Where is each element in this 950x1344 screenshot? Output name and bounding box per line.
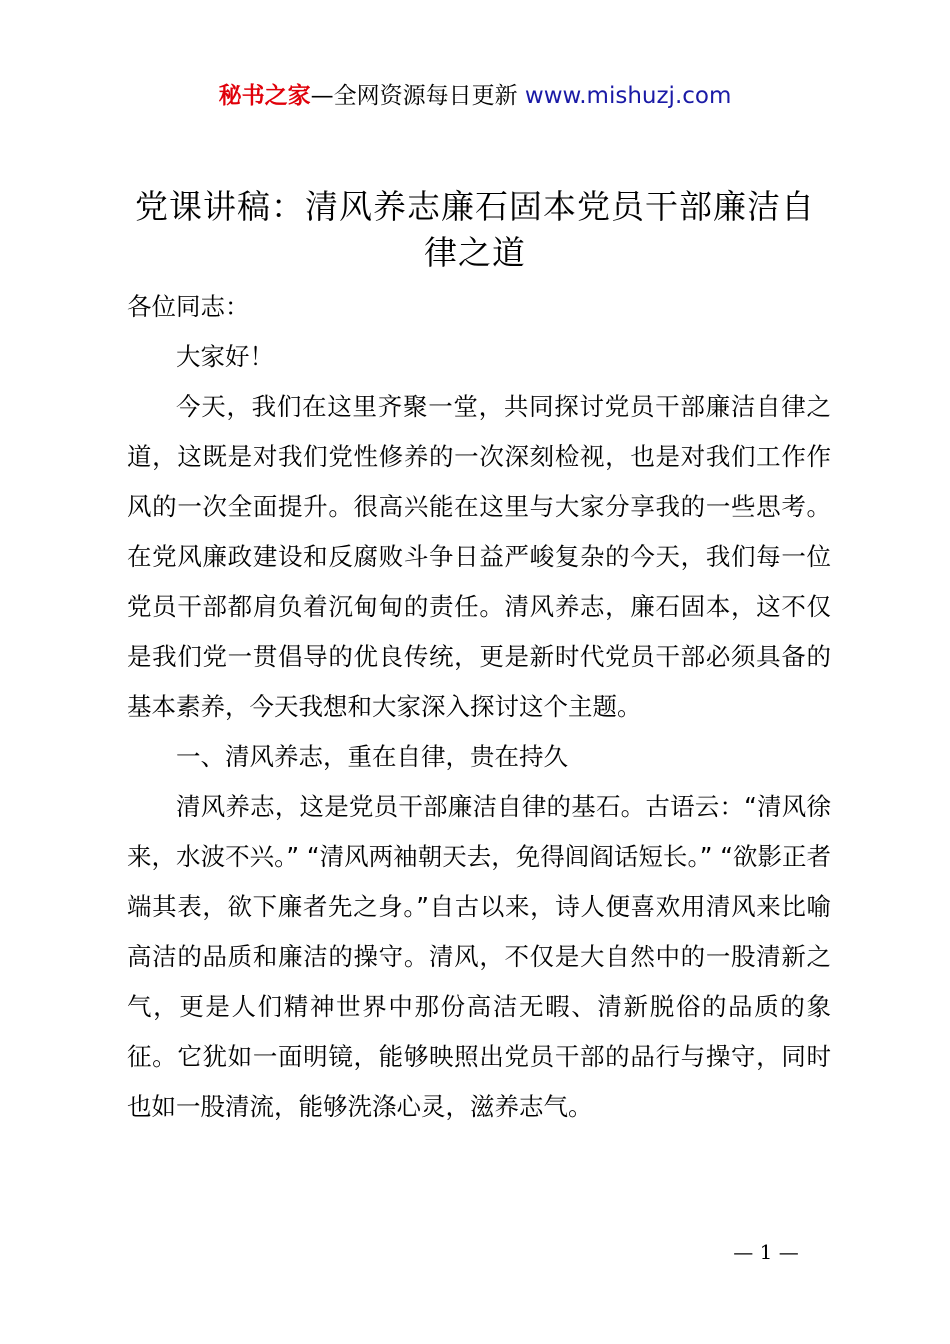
document-body: [127, 282, 831, 1132]
section-heading-1: 一、清风养志，重在自律，贵在持久: [176, 742, 568, 771]
header-url-link[interactable]: www.mishuzj.com: [524, 83, 732, 109]
paragraph-section-1: 清风养志，这是党员干部廉洁自律的基石。古语云：“清风徐来，水波不兴。” “清风两袖朝天去，免得闾阎话短长。” “欲影正者端其表，欲下廉者先之身。”自古以来，诗人便喜欢用清风来比喻高洁的品质和廉洁的操守。清风，不仅是大自然中的一股清新之气，更是人们精神世界中那份高洁无暇、清新脱俗的品质的象征。它犹如一面明镜，能够映照出党员干部的品行与操守，同时也如一股清流，能够洗涤心灵，滋养志气。: [127, 792, 831, 1121]
brand-name: 秘书之家: [218, 83, 311, 109]
header-tagline: —全网资源每日更新: [310, 83, 525, 109]
greeting: 大家好！: [176, 342, 274, 371]
paragraph-intro: 今天，我们在这里齐聚一堂，共同探讨党员干部廉洁自律之道，这既是对我们党性修养的一次深刻检视，也是对我们工作作风的一次全面提升。很高兴能在这里与大家分享我的一些思考。在党风廉政建设和反腐败斗争日益严峻复杂的今天，我们每一位党员干部都肩负着沉甸甸的责任。清风养志，廉石固本，这不仅是我们党一贯倡导的优良传统，更是新时代党员干部必须具备的基本素养，今天我想和大家深入探讨这个主题。: [127, 392, 831, 721]
salutation: 各位同志：: [127, 292, 250, 321]
document-title: 党课讲稿：清风养志廉石固本党员干部廉洁自律之道: [135, 187, 815, 272]
site-header: [0, 80, 950, 112]
page-number: — 1 —: [733, 1240, 799, 1264]
